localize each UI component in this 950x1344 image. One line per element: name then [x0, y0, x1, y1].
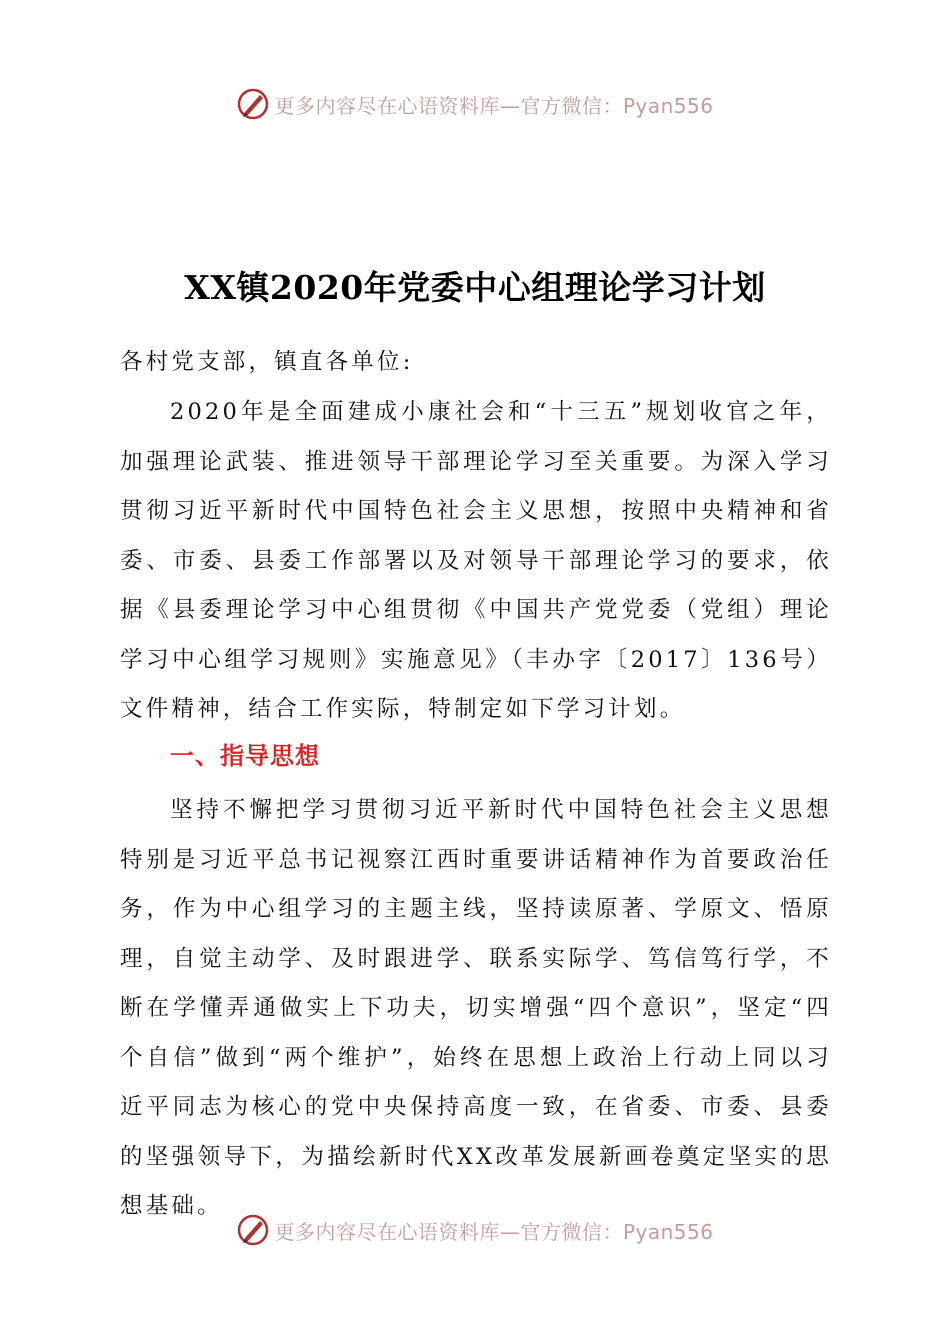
header-watermark-banner — [0, 84, 950, 124]
document-title: XX镇2020年党委中心组理论学习计划 — [184, 268, 766, 307]
section-heading-guiding-ideology: 一、指导思想 — [170, 742, 320, 770]
watermark-text: 更多内容尽在心语资料库—官方微信：Pyan556 — [274, 1219, 714, 1244]
pen-logo-icon — [236, 1213, 270, 1247]
footer-watermark-banner — [0, 1210, 950, 1250]
greeting-line: 各村党支部，镇直各单位: — [120, 349, 414, 375]
guiding-ideology-paragraph: 坚持不懈把学习贯彻习近平新时代中国特色社会主义思想特别是习近平总书记视察江西时重要讲话精神作为首要政治任务，作为中心组学习的主题主线，坚持读原著、学原文、悟原理，自觉主动学、及时跟进学、联系实际学、笃信笃行学，不断在学懂弄通做实上下功夫，切实增强“四个意识”，坚定“四个自信”做到“两个维护”，始终在思想上政治上行动上同以习近平同志为核心的党中央保持高度一致，在省委、市委、县委的坚强领导下，为描绘新时代XX改革发展新画卷奠定坚实的思想基础。 — [120, 797, 832, 1219]
intro-paragraph: 2020年是全面建成小康社会和“十三五”规划收官之年，加强理论武装、推进领导干部理论学习至关重要。为深入学习贯彻习近平新时代中国特色社会主义思想，按照中央精神和省委、市委、县委工作部署以及对领导干部理论学习的要求，依据《县委理论学习中心组贯彻《中国共产党党委（党组）理论学习中心组学习规则》实施意见》（丰办字〔2017〕136号）文件精神，结合工作实际，特制定如下学习计划。 — [120, 399, 832, 722]
watermark-text: 更多内容尽在心语资料库—官方微信：Pyan556 — [274, 93, 714, 118]
pen-logo-icon — [236, 87, 270, 121]
